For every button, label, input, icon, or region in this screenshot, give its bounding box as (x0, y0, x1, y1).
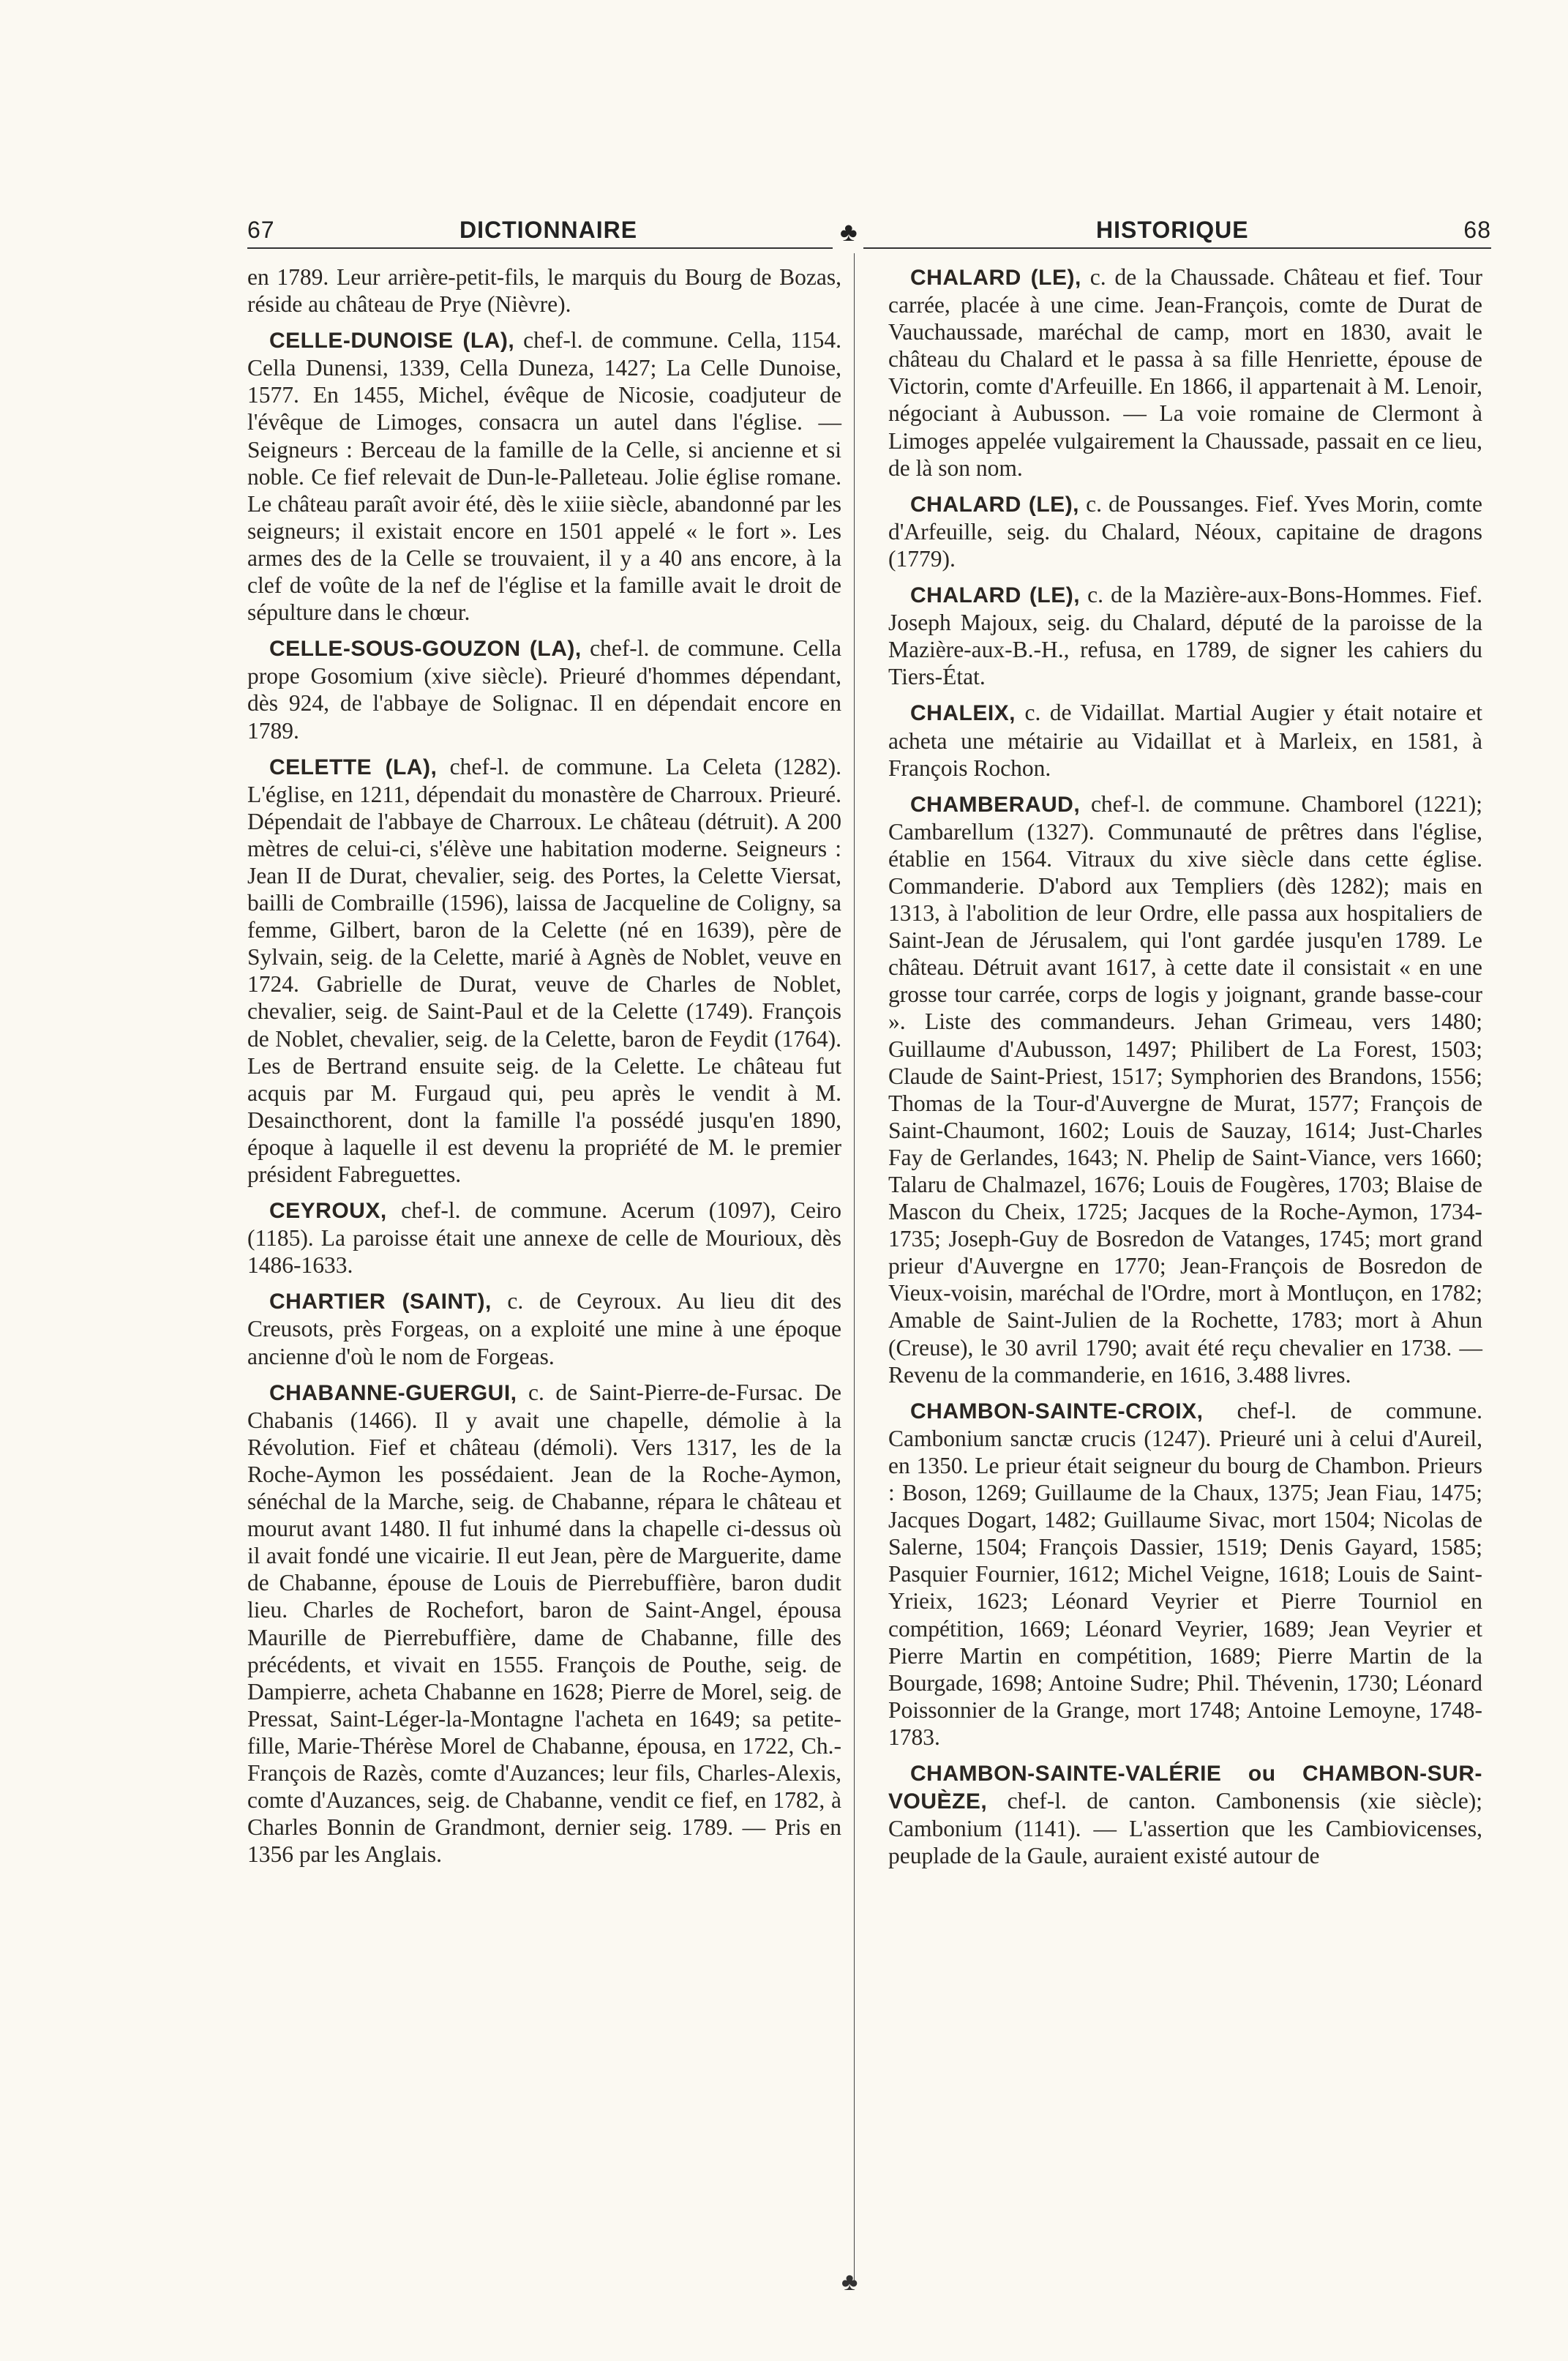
entry-ceyroux (247, 1197, 841, 1279)
entry-headword: CELLE-SOUS-GOUZON (LA), (269, 637, 582, 662)
entry-headword: CELLE-DUNOISE (LA), (269, 329, 515, 353)
entry-text: c. de la Mazière-aux-Bons-Hommes. Fief. Joseph Majoux, seig. du Chalard, député de la paroisse de la Mazière-aux-B.-H., refusa, en 1789, de signer les cahiers du Tiers-État. (888, 582, 1482, 690)
running-title-right: HISTORIQUE (1096, 217, 1249, 243)
entry-text: c. de Saint-Pierre-de-Fursac. De Chabanis (1466). Il y avait une chapelle, démolie à la Révolution. Fief et château (démoli). Vers 1317, les de la Roche-Aymon les possédaient. Jean de la Roche-Aymon, sénéchal de la Marche, seig. de Chabanne, répara le château et mourut avant 1480. Il fut inhumé dans la chapelle ci-dessus où il avait fondé une vicairie. Il eut Jean, père de Marguerite, dame de Chabanne, épouse de Louis de Pierrebuffière, baron dudit lieu. Charles de Rochefort, baron de Saint-Angel, épousa Maurille de Pierrebuffière, dame de Chabanne, fille des précédents, et vivait en 1555. François de Pouthe, seig. de Dampierre, acheta Chabanne en 1628; Pierre de Morel, seig. de Pressat, Saint-Léger-la-Montagne l'acheta en 1649; sa petite-fille, Marie-Thérèse Morel de Chabanne, épousa, en 1722, Ch.-François de Razès, comte d'Auzances; leur fils, Charles-Alexis, comte d'Auzances, seig. de Chabanne, vendit ce fief, en 1782, à Charles Bonnin de Grandmont, dernier seig. 1789. — Pris en 1356 par les Anglais. (247, 1379, 841, 1868)
entry-headword: CHALARD (LE), (910, 492, 1080, 517)
page-number-left: 67 (247, 217, 275, 243)
entry-celle-dunoise (247, 326, 841, 626)
column-divider (854, 253, 855, 2280)
entry-celette (247, 753, 841, 1189)
entry-text: chef-l. de commune. La Celeta (1282). L'église, en 1211, dépendait du monastère de Charroux. Prieuré. Dépendait de l'abbaye de Charroux. Le château (détruit). A 200 mètres de celui-ci, s'élève une habitation moderne. Seigneurs : Jean II de Durat, chevalier, seig. des Portes, la Celette Viersat, bailli de Combraille (1596), laissa de Jacqueline de Coligny, sa femme, Gilbert, baron de la Celette (né en 1639), père de Sylvain, seig. de la Celette, marié à Agnès de Noblet, veuve en 1724. Gabrielle de Durat, veuve de Charles de Noblet, chevalier, seig. de Saint-Paul et de la Celette (1749). François de Noblet, chevalier, seig. de la Celette, baron de Feydit (1764). Les de Bertrand ensuite seig. de la Celette. Le château fut acquis par M. Furgaud qui, peu après le vendit à M. Desaincthorent, dont la famille l'a possédé jusqu'en 1890, époque à laquelle il est devenu la propriété de M. le premier président Fabreguettes. (247, 753, 841, 1187)
entry-headword: CEYROUX, (269, 1199, 387, 1224)
entry-text: c. de Vidaillat. Martial Augier y était notaire et acheta une métairie au Vidaillat et à Marleix, en 1581, à François Rochon. (888, 700, 1482, 781)
entry-headword: CHALEIX, (910, 701, 1016, 726)
entry-text: chef-l. de commune. Acerum (1097), Ceiro (1185). La paroisse était une annexe de celle de Mourioux, dès 1486-1633. (247, 1197, 841, 1279)
page-number-right: 68 (1463, 217, 1491, 243)
right-column (888, 263, 1482, 1878)
entry-chambon-sainte-croix (888, 1397, 1482, 1751)
entry-chartier (247, 1287, 841, 1369)
entry-chambon-sainte-valerie (888, 1759, 1482, 1869)
entry-text: c. de Ceyroux. Au lieu dit des Creusots, près Forgeas, on a exploité une mine à une époque ancienne d'où le nom de Forgeas. (247, 1288, 841, 1369)
entry-text: chef-l. de canton. Cambonensis (xie siècle); Cambonium (1141). — L'assertion que les Cambiovicenses, peuplade de la Gaule, auraient existé autour de (888, 1788, 1482, 1869)
entry-chaleix (888, 699, 1482, 781)
entry-headword: CHALARD (LE), (910, 583, 1081, 608)
entry-celle-sous-gouzon (247, 635, 841, 744)
entry-text: chef-l. de commune. Cella, 1154. Cella Dunensi, 1339, Cella Duneza, 1427; La Celle Dunoise, 1577. En 1455, Michel, évêque de Nicosie, coadjuteur de l'évêque de Limoges, consacra un autel dans l'église. — Seigneurs : Berceau de la famille de la Celle, si ancienne et si noble. Ce fief relevait de Dun-le-Palleteau. Jolie église romane. Le château paraît avoir été, dès le xiiie siècle, abandonné par les seigneurs; il existait encore en 1501 appelé « le fort ». Les armes des de la Celle se trouvaient, il y a 40 ans encore, à la clef de voûte de la nef de l'église et la famille avait le droit de sépulture dans le chœur. (247, 327, 841, 626)
page-header (247, 217, 1491, 249)
entry-headword: CHAMBON-SAINTE-CROIX, (910, 1399, 1204, 1423)
entry-chamberaud (888, 790, 1482, 1388)
entry-headword: CHALARD (LE), (910, 266, 1081, 290)
entry-text: c. de Poussanges. Fief. Yves Morin, comte d'Arfeuille, seig. du Chalard, Néoux, capitaine de dragons (1779). (888, 490, 1482, 572)
entry-chalard-poussanges (888, 490, 1482, 572)
entry-chalard-maziere (888, 581, 1482, 690)
entry-headword: CHAMBON-SAINTE-VALÉRIE ou CHAMBON-SUR-VOUÈZE, (888, 1761, 1482, 1814)
entry-text: chef-l. de commune. Cambonium sanctæ crucis (1247). Prieuré uni à celui d'Aureil, en 1350. Le prieur était seigneur du bourg de Chambon. Prieurs : Boson, 1269; Guillaume de la Chaux, 1375; Jean Fiau, 1475; Jacques Dogart, 1482; Guillaume Sivac, mort 1504; Nicolas de Salerne, 1504; François Dassier, 1519; Denis Gayard, 1585; Pasquier Fournier, 1612; Michel Veigne, 1618; Louis de Saint-Yrieix, 1623; Léonard Veyrier et Pierre Tourniol en compétition, 1669; Léonard Veyrier, 1689; Jean Veyrier et Pierre Martin en compétition, 1689; Pierre Martin de la Bourgade, 1698; Antoine Sudre; Phil. Thévenin, 1730; Léonard Poissonnier de la Grange, mort 1748; Antoine Lemoyne, 1748-1783. (888, 1397, 1482, 1750)
footer-ornament-icon: ♣ (841, 2269, 858, 2296)
running-title-left: DICTIONNAIRE (459, 217, 638, 243)
header-ornament-icon: ♣ (840, 217, 858, 247)
header-rule-right (863, 247, 1491, 249)
entry-text: chef-l. de commune. Cella prope Gosomium (xive siècle). Prieuré d'hommes dépendant, dès 924, de l'abbaye de Solignac. Il en dépendait encore en 1789. (247, 635, 841, 744)
entry-headword: CHARTIER (SAINT), (269, 1290, 492, 1314)
continued-paragraph: en 1789. Leur arrière-petit-fils, le marquis du Bourg de Bozas, réside au château de Prye (Nièvre). (247, 264, 841, 318)
entry-text: c. de la Chaussade. Château et fief. Tour carrée, placée à une cime. Jean-François, comte de Durat de Vauchaussade, maréchal de camp, mort en 1830, avait le château du Chalard et le passa à sa fille Henriette, épouse de Victorin, comte d'Arfeuille. En 1866, il appartenait à M. Lenoir, négociant à Aubusson. — La voie romaine de Clermont à Limoges appelée vulgairement la Chaussade, passait en ce lieu, de là son nom. (888, 264, 1482, 481)
entry-chabanne-guergui (247, 1379, 841, 1868)
entry-chalard-chaussade (888, 263, 1482, 482)
left-column (247, 263, 841, 1877)
entry-text: chef-l. de commune. Chamborel (1221); Cambarellum (1327). Communauté de prêtres dans l'église, établie en 1564. Vitraux du xive siècle dans cette église. Commanderie. D'abord aux Templiers (dès 1282); mais en 1313, à l'abolition de leur Ordre, elle passa aux hospitaliers de Saint-Jean de Jérusalem, qui l'ont gardée jusqu'en 1789. Le château. Détruit avant 1617, à cette date il consistait « en une grosse tour carrée, corps de logis y joignant, grande basse-cour ». Liste des commandeurs. Jehan Grimeau, vers 1480; Guillaume d'Aubusson, 1497; Philibert de La Forest, 1503; Claude de Saint-Priest, 1517; Symphorien des Brandons, 1556; Thomas de la Tour-d'Auvergne de Murat, 1577; François de Saint-Chaumont, 1602; Louis de Sauzay, 1614; Just-Charles Fay de Gerlandes, 1643; N. Phelip de Saint-Viance, vers 1660; Talaru de Chalmazel, 1676; Louis de Fougères, 1703; Blaise de Mascon du Cheix, 1725; Jacques de la Roche-Aymon, 1734-1735; Joseph-Guy de Bosredon de Vatanges, 1745; mort grand prieur d'Auvergne en 1770; Jean-François de Bosredon de Vieux-voisin, maréchal de l'Ordre, mort à Montluçon, en 1782; Amable de Saint-Julien de la Rochette, 1783; mort à Ahun (Creuse), le 30 avril 1790; avait été reçu chevalier en 1738. — Revenu de la commanderie, en 1616, 3.488 livres. (888, 790, 1482, 1388)
header-rule-left (247, 247, 833, 249)
entry-headword: CHABANNE-GUERGUI, (269, 1380, 517, 1405)
entry-headword: CHAMBERAUD, (910, 792, 1081, 817)
entry-headword: CELETTE (LA), (269, 755, 438, 779)
